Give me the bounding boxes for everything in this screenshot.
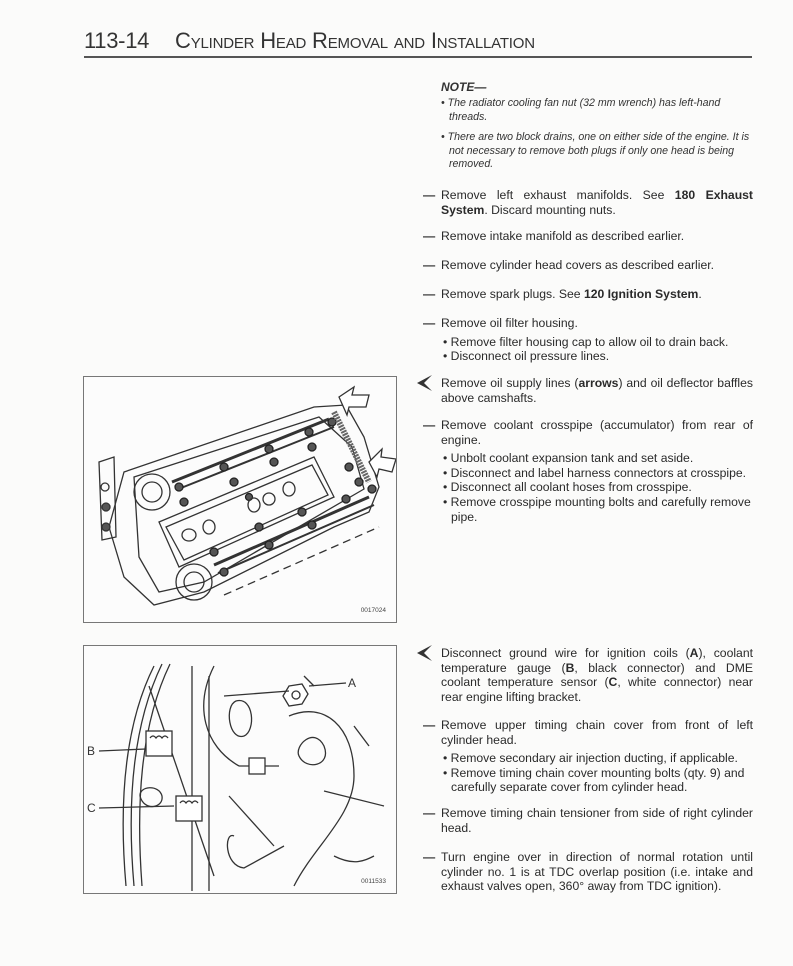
step-text: , black connector) and DME coolant temperature sensor ( <box>441 660 753 690</box>
sub-bullet: • Unbolt coolant expansion tank and set aside. <box>443 451 694 466</box>
cross-reference: 180 Exhaust System <box>441 188 753 217</box>
step-text: Turn engine over in direction of normal rotation until cylinder no. 1 is at TDC overlap position (i.e. intake and exhaust valves open, 360° away from TDC ignition). <box>441 850 753 894</box>
callout-ref: arrows <box>578 376 619 390</box>
note-bullet: • There are two block drains, one on either side of the engine. It is not necessary to remove both plugs if only one head is being removed. <box>441 131 750 171</box>
callout-label-c: C <box>87 801 96 815</box>
step-text: Remove coolant crosspipe (accumulator) from rear of engine. <box>441 418 753 447</box>
step-remove-coolant-crosspipe <box>423 418 753 524</box>
step-remove-exhaust <box>423 188 753 217</box>
step-text: Remove intake manifold as described earlier. <box>441 229 685 243</box>
callout-label-a: A <box>348 676 357 690</box>
step-turn-engine-to-tdc <box>423 850 753 894</box>
dash-marker: — <box>423 287 436 301</box>
step-text: Remove spark plugs. See <box>441 287 584 301</box>
callout-label-b: B <box>87 744 96 758</box>
note-bullet: • The radiator cooling fan nut (32 mm wrench) has left-hand threads. <box>441 97 721 123</box>
step-remove-intake <box>423 229 753 244</box>
callout-ref: A <box>689 646 699 660</box>
dash-marker: — <box>423 718 436 732</box>
note-block <box>441 81 751 178</box>
cross-reference: 120 Ignition System <box>583 287 699 301</box>
figure-pointer-icon <box>415 643 435 663</box>
step-text: Remove oil supply lines ( <box>441 376 579 390</box>
dash-marker: — <box>423 188 436 202</box>
figure-pointer-icon <box>415 373 435 393</box>
step-text: ) and oil deflector baffles above camshafts. <box>441 376 753 405</box>
dash-marker: — <box>423 418 436 432</box>
dash-marker: — <box>423 806 436 820</box>
step-text: ), coolant temperature gauge ( <box>441 646 753 675</box>
step-remove-spark-plugs <box>423 287 753 302</box>
header-rule <box>84 56 752 58</box>
step-text: Remove oil filter housing. <box>441 316 578 330</box>
sub-bullet: • Remove crosspipe mounting bolts and carefully remove pipe. <box>443 494 751 524</box>
sub-bullet: • Remove filter housing cap to allow oil to drain back. <box>443 334 729 349</box>
step-text: Remove left exhaust manifolds. See <box>441 188 675 202</box>
step-remove-oil-supply-lines <box>423 376 753 405</box>
figure-cylinder-head <box>83 376 397 623</box>
figure-coolant-sensors <box>83 645 397 894</box>
dash-marker: — <box>423 850 436 864</box>
dash-marker: — <box>423 316 436 330</box>
step-remove-head-covers <box>423 258 753 273</box>
sub-bullet: • Disconnect and label harness connectors at crosspipe. <box>443 465 747 480</box>
dash-marker: — <box>423 258 436 272</box>
step-text: Remove upper timing chain cover from front of left cylinder head. <box>441 718 753 747</box>
sub-bullet: • Disconnect all coolant hoses from crosspipe. <box>443 480 692 495</box>
page-number: 113-14 <box>84 28 150 53</box>
note-heading: NOTE— <box>441 80 487 94</box>
sub-bullet: • Remove secondary air injection ducting, if applicable. <box>443 751 738 766</box>
step-remove-oil-filter-housing <box>423 316 753 364</box>
figure-code: 0017024 <box>360 607 386 614</box>
sub-bullet: • Disconnect oil pressure lines. <box>443 349 610 364</box>
step-text: , white connector) near rear engine lifting bracket. <box>441 675 753 704</box>
step-text: Disconnect ground wire for ignition coils ( <box>441 646 690 660</box>
callout-ref: C <box>608 675 618 690</box>
dash-marker: — <box>423 229 436 243</box>
step-remove-timing-chain-cover <box>423 718 753 795</box>
step-text: . <box>698 287 702 301</box>
figure-code: 0011533 <box>361 878 386 885</box>
page-title: Cylinder Head Removal and Installation <box>175 28 535 53</box>
step-text: Remove timing chain tensioner from side of right cylinder head. <box>441 806 753 835</box>
sub-bullet: • Remove timing chain cover mounting bolts (qty. 9) and carefully separate cover from cylinder head. <box>443 765 745 795</box>
step-text: Remove cylinder head covers as described earlier. <box>441 258 714 272</box>
step-text: . Discard mounting nuts. <box>484 202 616 217</box>
step-disconnect-ground-wire <box>423 646 753 704</box>
callout-ref: B <box>565 660 575 675</box>
step-remove-chain-tensioner <box>423 806 753 835</box>
cylinder-head-illustration <box>84 377 396 622</box>
